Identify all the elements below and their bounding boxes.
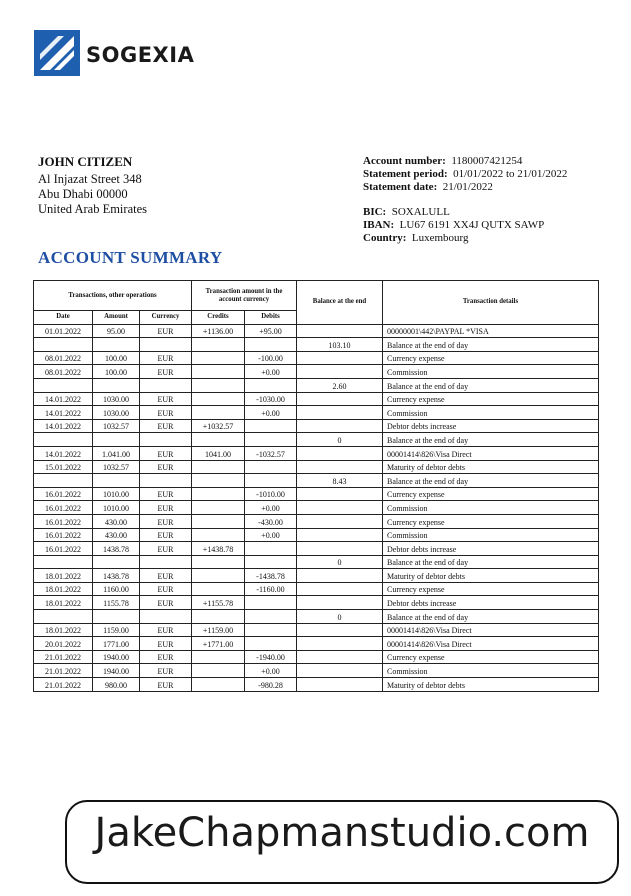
details-cell: Balance at the end of day [383,555,599,569]
currency-cell: EUR [140,501,192,515]
amount-cell: 1438.78 [93,542,140,556]
group-header-balance: Balance at the end [297,281,383,325]
balance-cell: 103.10 [297,338,383,352]
credits-cell [192,555,245,569]
credits-cell: 1041.00 [192,446,245,460]
details-cell: Debtor debts increase [383,596,599,610]
account-number: 1180007421254 [451,155,523,167]
account-summary-title: ACCOUNT SUMMARY [38,248,223,267]
statement-period-label: Statement period: [363,168,448,180]
currency-cell: EUR [140,582,192,596]
balance-cell: 0 [297,610,383,624]
date-cell: 18.01.2022 [34,596,93,610]
currency-cell: EUR [140,596,192,610]
debits-cell: +0.00 [245,664,297,678]
brand-name: SOGEXIA [86,43,195,67]
watermark-text: JakeChapmanstudio.com [94,810,590,856]
transactions-table [33,280,599,692]
table-row [34,324,599,338]
currency-cell: EUR [140,419,192,433]
balance-cell [297,487,383,501]
table-row [34,338,599,352]
balance-cell [297,637,383,651]
debits-cell [245,555,297,569]
currency-cell: EUR [140,392,192,406]
details-cell: Balance at the end of day [383,610,599,624]
group-header-details: Transaction details [383,281,599,325]
amount-cell: 430.00 [93,528,140,542]
date-cell: 14.01.2022 [34,406,93,420]
currency-cell: EUR [140,460,192,474]
credits-cell [192,392,245,406]
account-number-label: Account number: [363,155,446,167]
debits-cell: +95.00 [245,324,297,338]
credits-cell [192,460,245,474]
details-cell: Balance at the end of day [383,433,599,447]
address-line: United Arab Emirates [38,202,147,216]
currency-cell: EUR [140,542,192,556]
table-row [34,446,599,460]
currency-cell: EUR [140,324,192,338]
credits-cell: +1438.78 [192,542,245,556]
balance-cell [297,419,383,433]
credits-cell [192,487,245,501]
transactions-body [34,324,599,691]
date-cell: 18.01.2022 [34,569,93,583]
details-cell: Commission [383,365,599,379]
date-cell [34,610,93,624]
table-row [34,514,599,528]
amount-cell: 1010.00 [93,487,140,501]
table-row [34,351,599,365]
debits-cell [245,623,297,637]
date-cell: 01.01.2022 [34,324,93,338]
details-cell: 00001414\826\Visa Direct [383,637,599,651]
debits-cell: -100.00 [245,351,297,365]
credits-cell [192,365,245,379]
credits-cell [192,569,245,583]
debits-cell [245,542,297,556]
credits-cell [192,474,245,488]
amount-cell: 1940.00 [93,664,140,678]
balance-cell [297,460,383,474]
table-row [34,637,599,651]
debits-cell [245,637,297,651]
debits-cell: +0.00 [245,528,297,542]
date-cell: 20.01.2022 [34,637,93,651]
credits-cell [192,514,245,528]
debits-cell [245,596,297,610]
credits-cell: +1159.00 [192,623,245,637]
details-cell: Currency expense [383,392,599,406]
amount-cell [93,610,140,624]
currency-cell: EUR [140,514,192,528]
group-header-transactions: Transactions, other operations [34,281,192,311]
details-cell: Balance at the end of day [383,378,599,392]
credits-cell [192,664,245,678]
details-cell: Maturity of debtor debts [383,678,599,692]
details-cell: Commission [383,528,599,542]
credits-cell [192,338,245,352]
details-cell: Maturity of debtor debts [383,569,599,583]
currency-cell: EUR [140,637,192,651]
credits-cell [192,433,245,447]
details-cell: Commission [383,406,599,420]
debits-cell: -1438.78 [245,569,297,583]
date-cell: 16.01.2022 [34,501,93,515]
balance-cell: 8.43 [297,474,383,488]
table-row [34,501,599,515]
balance-cell: 0 [297,433,383,447]
date-cell: 14.01.2022 [34,446,93,460]
credits-cell [192,378,245,392]
account-holder [38,154,147,217]
balance-cell [297,596,383,610]
table-row [34,610,599,624]
credits-cell: +1032.57 [192,419,245,433]
date-cell: 14.01.2022 [34,419,93,433]
currency-cell: EUR [140,365,192,379]
address-line: Abu Dhabi 00000 [38,187,128,201]
country-value: Luxembourg [411,232,469,244]
debits-cell [245,338,297,352]
credits-cell [192,678,245,692]
details-cell: Commission [383,501,599,515]
credits-cell [192,650,245,664]
debits-cell: -1030.00 [245,392,297,406]
balance-cell [297,324,383,338]
table-row [34,528,599,542]
amount-cell: 1010.00 [93,501,140,515]
amount-cell [93,338,140,352]
amount-cell: 1771.00 [93,637,140,651]
currency-cell: EUR [140,678,192,692]
date-cell: 21.01.2022 [34,678,93,692]
date-cell: 08.01.2022 [34,365,93,379]
balance-cell [297,664,383,678]
balance-cell [297,569,383,583]
iban-value: LU67 6191 XX4J QUTX SAWP [399,219,545,231]
amount-cell: 100.00 [93,351,140,365]
debits-cell [245,378,297,392]
details-cell: Currency expense [383,351,599,365]
details-cell: 00000001\442\PAYPAL *VISA [383,324,599,338]
date-cell: 16.01.2022 [34,487,93,501]
balance-cell [297,351,383,365]
sogexia-logo-mark-icon [34,30,80,76]
amount-cell: 1438.78 [93,569,140,583]
credits-cell [192,582,245,596]
date-cell: 18.01.2022 [34,623,93,637]
debits-cell: +0.00 [245,406,297,420]
credits-cell: +1771.00 [192,637,245,651]
table-row [34,555,599,569]
date-cell [34,474,93,488]
amount-cell: 1159.00 [93,623,140,637]
balance-cell [297,623,383,637]
statement-date-label: Statement date: [363,181,438,193]
details-cell: Currency expense [383,650,599,664]
date-cell: 14.01.2022 [34,392,93,406]
balance-cell [297,542,383,556]
currency-cell [140,474,192,488]
table-row [34,487,599,501]
currency-cell: EUR [140,487,192,501]
details-cell: Debtor debts increase [383,542,599,556]
balance-cell: 0 [297,555,383,569]
debits-cell [245,419,297,433]
amount-cell: 95.00 [93,324,140,338]
amount-cell [93,433,140,447]
table-row [34,569,599,583]
currency-cell: EUR [140,650,192,664]
details-cell: Currency expense [383,514,599,528]
table-row [34,596,599,610]
balance-cell: 2.60 [297,378,383,392]
debits-cell [245,610,297,624]
amount-cell [93,378,140,392]
account-details [363,155,567,245]
debits-cell: -430.00 [245,514,297,528]
credits-cell [192,528,245,542]
credits-cell [192,610,245,624]
credits-cell: +1136.00 [192,324,245,338]
balance-cell [297,406,383,420]
date-cell: 08.01.2022 [34,351,93,365]
details-cell: 00001414\826\Visa Direct [383,623,599,637]
currency-cell: EUR [140,623,192,637]
credits-cell: +1155.78 [192,596,245,610]
group-header-amount-in-currency: Transaction amount in the account currency [192,281,297,311]
details-cell: Debtor debts increase [383,419,599,433]
balance-cell [297,446,383,460]
table-row [34,419,599,433]
currency-cell: EUR [140,406,192,420]
table-row [34,664,599,678]
table-row [34,433,599,447]
details-cell: Balance at the end of day [383,338,599,352]
details-cell: Maturity of debtor debts [383,460,599,474]
date-cell: 16.01.2022 [34,514,93,528]
debits-cell: -1160.00 [245,582,297,596]
bic-value: SOXALULL [391,206,450,218]
date-cell: 16.01.2022 [34,528,93,542]
country-label: Country: [363,232,407,244]
amount-cell: 1032.57 [93,419,140,433]
sogexia-logo [34,30,194,78]
column-header-debits: Debits [245,311,297,325]
details-cell: 00001414\826\Visa Direct [383,446,599,460]
table-row [34,650,599,664]
currency-cell [140,433,192,447]
debits-cell [245,433,297,447]
debits-cell: +0.00 [245,365,297,379]
balance-cell [297,582,383,596]
balance-cell [297,392,383,406]
table-row [34,406,599,420]
details-cell: Commission [383,664,599,678]
debits-cell [245,474,297,488]
statement-date: 21/01/2022 [442,181,493,193]
table-row [34,392,599,406]
address-line: Al Injazat Street 348 [38,172,142,186]
date-cell: 15.01.2022 [34,460,93,474]
amount-cell: 1940.00 [93,650,140,664]
amount-cell: 1160.00 [93,582,140,596]
table-row [34,678,599,692]
debits-cell: -1010.00 [245,487,297,501]
debits-cell: -1940.00 [245,650,297,664]
bic-label: BIC: [363,206,387,218]
amount-cell: 980.00 [93,678,140,692]
amount-cell [93,555,140,569]
currency-cell [140,610,192,624]
table-row [34,365,599,379]
credits-cell [192,351,245,365]
amount-cell: 1155.78 [93,596,140,610]
currency-cell: EUR [140,446,192,460]
debits-cell: -1032.57 [245,446,297,460]
debits-cell [245,460,297,474]
debits-cell: -980.28 [245,678,297,692]
currency-cell: EUR [140,351,192,365]
amount-cell: 100.00 [93,365,140,379]
amount-cell: 430.00 [93,514,140,528]
amount-cell: 1030.00 [93,392,140,406]
currency-cell: EUR [140,664,192,678]
column-header-amount: Amount [93,311,140,325]
details-cell: Balance at the end of day [383,474,599,488]
date-cell: 21.01.2022 [34,650,93,664]
date-cell [34,378,93,392]
date-cell [34,555,93,569]
table-row [34,474,599,488]
details-cell: Currency expense [383,582,599,596]
table-row [34,623,599,637]
currency-cell [140,555,192,569]
credits-cell [192,501,245,515]
watermark-banner [65,800,619,884]
currency-cell [140,378,192,392]
date-cell: 18.01.2022 [34,582,93,596]
balance-cell [297,514,383,528]
amount-cell: 1032.57 [93,460,140,474]
currency-cell [140,338,192,352]
amount-cell: 1030.00 [93,406,140,420]
table-row [34,460,599,474]
credits-cell [192,406,245,420]
date-cell: 16.01.2022 [34,542,93,556]
holder-name: JOHN CITIZEN [38,154,133,169]
currency-cell: EUR [140,569,192,583]
column-header-currency: Currency [140,311,192,325]
column-header-credits: Credits [192,311,245,325]
table-row [34,582,599,596]
statement-period: 01/01/2022 to 21/01/2022 [453,168,568,180]
balance-cell [297,678,383,692]
amount-cell [93,474,140,488]
table-row [34,378,599,392]
column-header-date: Date [34,311,93,325]
details-cell: Currency expense [383,487,599,501]
balance-cell [297,528,383,542]
date-cell: 21.01.2022 [34,664,93,678]
currency-cell: EUR [140,528,192,542]
balance-cell [297,501,383,515]
table-row [34,542,599,556]
balance-cell [297,365,383,379]
date-cell [34,338,93,352]
balance-cell [297,650,383,664]
amount-cell: 1.041.00 [93,446,140,460]
iban-label: IBAN: [363,219,395,231]
date-cell [34,433,93,447]
debits-cell: +0.00 [245,501,297,515]
